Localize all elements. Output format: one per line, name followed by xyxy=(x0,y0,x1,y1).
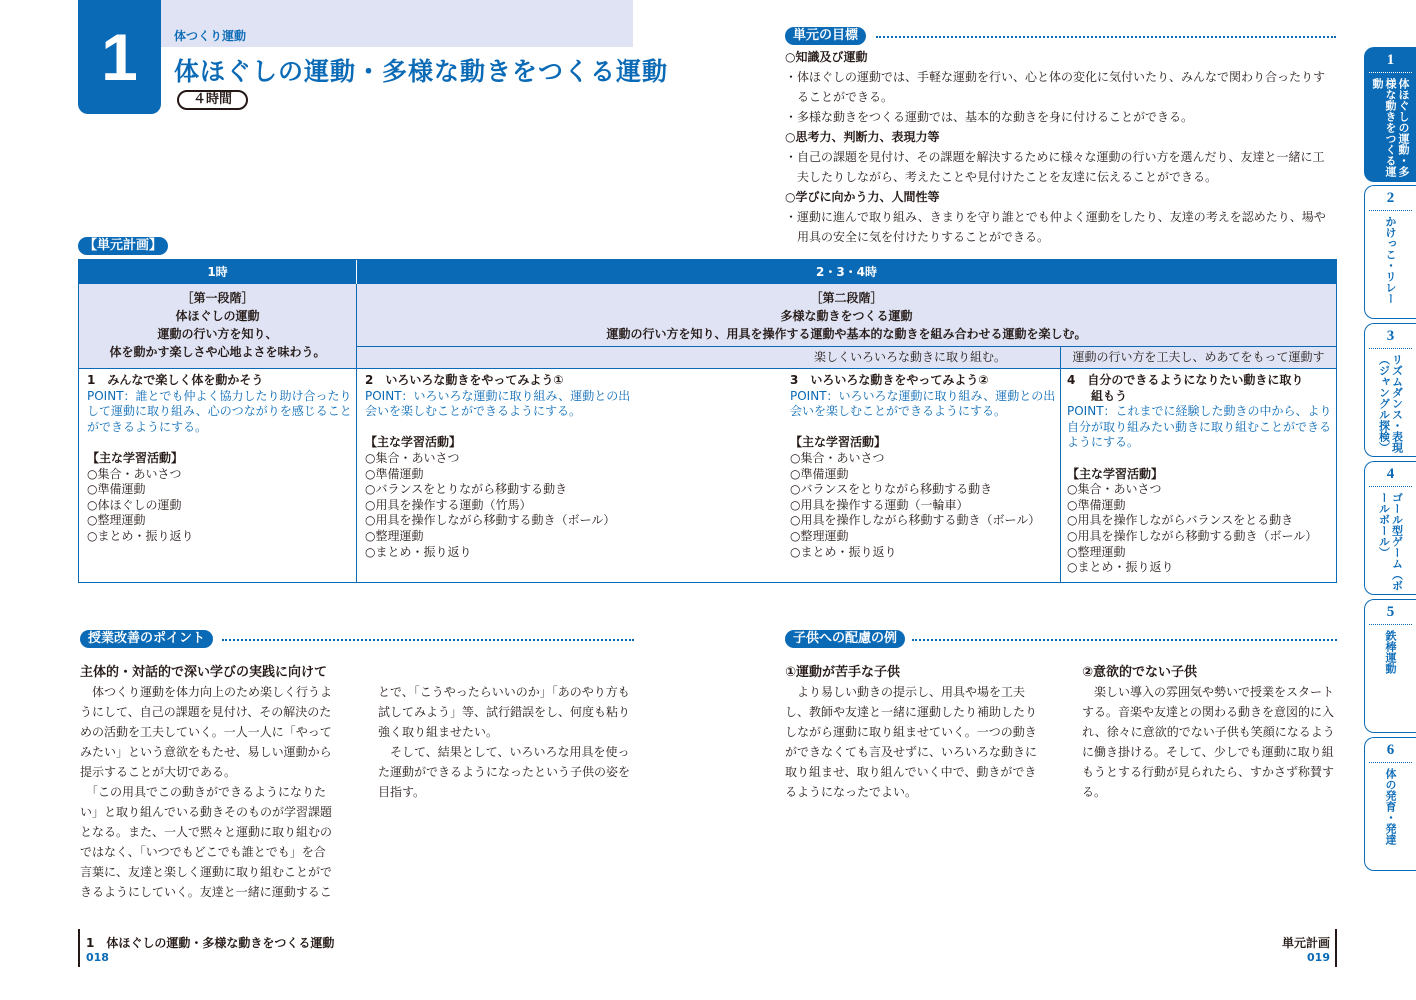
tab-number: 6 xyxy=(1386,742,1395,758)
stage1-line: 運動の行い方を知り、 xyxy=(157,327,278,341)
activity-item: ○まとめ・振り返り xyxy=(87,528,194,543)
tab-chapter-3[interactable] xyxy=(1364,323,1416,457)
lesson-cell-2 xyxy=(356,368,784,582)
text-line: た運動ができるようになったという子供の姿を xyxy=(378,765,631,779)
tab-chapter-2[interactable] xyxy=(1364,185,1416,319)
text-line: より易しい動きの提示し、用具や場を工夫 xyxy=(785,685,1026,699)
lesson-point: POINT：これまでに経験した動きの中から、より xyxy=(1067,404,1332,419)
activity-item: ○準備運動 xyxy=(87,482,146,497)
tab-number: 2 xyxy=(1386,190,1395,206)
text-line: する。音楽や友達との関わる動きを意図的に入 xyxy=(1082,705,1335,719)
stage2-line: 多様な動きをつくる運動 xyxy=(780,309,913,323)
goals-heading: 単元の目標 xyxy=(785,27,866,45)
tab-chapter-4[interactable] xyxy=(1364,461,1416,595)
footer-left-page: 018 xyxy=(86,951,109,964)
tab-label: ゴール型ゲーム（ボールボール） xyxy=(1377,492,1404,591)
tab-label: リズムダンス・表現（ジャングル探検） xyxy=(1377,354,1404,453)
text-line: し、教師や友達と一緒に運動したり補助したり xyxy=(785,705,1038,719)
lesson-point: 会いを楽しむことができるようにする。 xyxy=(365,404,582,419)
activity-item: ○用具を操作しながらバランスをとる動き xyxy=(1067,513,1294,528)
category-label: 体つくり運動 xyxy=(174,29,247,43)
activities-heading: 【主な学習活動】 xyxy=(87,450,184,465)
lesson-title: 2 いろいろな動きをやってみよう① xyxy=(365,373,564,387)
stage1-line: ［第一段階］ xyxy=(181,291,254,305)
footer-left-title: 1 体ほぐしの運動・多様な動きをつくる運動 xyxy=(86,936,335,950)
header-lessons-2-4: 2・3・4時 xyxy=(356,260,1336,284)
stage2-sub-a: 楽しくいろいろな動きに取り組む。 xyxy=(356,346,1060,368)
lesson-point: ようにする。 xyxy=(1067,435,1140,450)
lesson-title: 4 自分のできるようになりたい動きに取り xyxy=(1067,373,1304,387)
activity-item: ○バランスをとりながら移動する動き xyxy=(790,482,993,497)
activities-heading: 【主な学習活動】 xyxy=(1067,466,1164,481)
goals-line: 用具の安全に気を付けたりすることができる。 xyxy=(785,230,1050,244)
improvement-column-2 xyxy=(378,682,636,802)
improvement-subheading: 主体的・対話的で深い学びの実践に向けて xyxy=(80,665,328,680)
text-line: しながら運動に取り組ませていく。一つの動き xyxy=(785,725,1037,739)
text-line: もうとする行動が見られたら、すかさず称賛す xyxy=(1082,765,1335,779)
improvement-column-1 xyxy=(80,682,338,902)
lesson-title: 3 いろいろな動きをやってみよう② xyxy=(790,373,989,387)
page-title: 体ほぐしの運動・多様な動きをつくる運動 xyxy=(174,57,669,86)
consideration-heading: 子供への配慮の例 xyxy=(785,630,905,648)
improvement-heading: 授業改善のポイント xyxy=(80,630,213,648)
text-line: 体つくり運動を体力向上のため楽しく行うよ xyxy=(80,685,333,699)
goals-line: ・体ほぐしの運動では、手軽な運動を行い、心と体の変化に気付いたり、みんなで関わり合ったりす xyxy=(785,70,1326,84)
case2-text xyxy=(1082,682,1342,802)
text-line: そして、結果として、いろいろな用具を使っ xyxy=(378,745,630,759)
tab-number: 1 xyxy=(1386,52,1395,68)
hours-badge: ４時間 xyxy=(177,90,248,110)
activity-item: ○準備運動 xyxy=(1067,497,1126,512)
activity-item: ○整理運動 xyxy=(87,513,146,528)
text-line: とで、「こうやったらいいのか」「あのやり方も xyxy=(378,685,630,699)
goals-line: 夫したりしながら、考えたことや見付けたことを友達に伝えることができる。 xyxy=(785,170,1218,184)
activity-item: ○まとめ・振り返り xyxy=(1067,560,1174,575)
tab-number: 5 xyxy=(1386,604,1395,620)
tab-label: 鉄棒運動 xyxy=(1384,630,1397,674)
chapter-number: 1 xyxy=(78,0,161,114)
footer-right-page: 019 xyxy=(1307,951,1330,964)
activity-item: ○整理運動 xyxy=(1067,544,1126,559)
text-line: ができなくても言及せずに、いろいろな動きに xyxy=(785,745,1038,759)
text-line: 強く取り組ませたい。 xyxy=(378,725,499,739)
text-line: る。 xyxy=(1082,785,1107,799)
lesson-cell-4 xyxy=(1060,368,1336,582)
stage2-line: ［第二段階］ xyxy=(810,291,883,305)
goals-line: ○知識及び運動 xyxy=(785,50,868,64)
lesson-title: 組もう xyxy=(1067,388,1128,403)
lesson-point: して運動に取り組み、心のつながりを感じること xyxy=(87,404,352,419)
activity-item: ○準備運動 xyxy=(790,466,849,481)
activity-item: ○まとめ・振り返り xyxy=(790,544,897,559)
footer-left-rule xyxy=(78,929,80,967)
text-line: うにして、自己の課題を見付け、その解決のた xyxy=(80,705,332,719)
text-line: に働き掛ける。そして、少しでも運動に取り組 xyxy=(1082,745,1334,759)
stage1-cell xyxy=(79,284,356,368)
tab-label: 体の発育・発達 xyxy=(1384,768,1397,845)
activity-item: ○整理運動 xyxy=(365,528,424,543)
stage1-line: 体を動かす楽しさや心地よさを味わう。 xyxy=(109,345,326,359)
goals-line: ○学びに向かう力、人間性等 xyxy=(785,190,940,204)
activity-item: ○集合・あいさつ xyxy=(1067,482,1162,497)
activity-item: ○バランスをとりながら移動する動き xyxy=(365,482,568,497)
text-line: 「この用具でこの動きができるようになりた xyxy=(80,785,327,799)
text-line: みたい」という意欲をもたせ、易しい運動から xyxy=(80,745,332,759)
stage1-line: 体ほぐしの運動 xyxy=(175,309,260,323)
goals-line: ○思考力、判断力、表現力等 xyxy=(785,130,940,144)
activity-item: ○集合・あいさつ xyxy=(87,466,182,481)
case2-title: ②意欲的でない子供 xyxy=(1082,665,1198,680)
activities-heading: 【主な学習活動】 xyxy=(790,435,887,450)
text-line: 言葉に、友達と楽しく運動に取り組むことがで xyxy=(80,865,333,879)
text-line: 楽しい導入の雰囲気や勢いで授業をスタート xyxy=(1082,685,1335,699)
text-line: 提示することが大切である。 xyxy=(80,765,237,779)
text-line: 目指す。 xyxy=(378,785,426,799)
goals-line: ・多様な動きをつくる運動では、基本的な動きを身に付けることができる。 xyxy=(785,110,1194,124)
goals-line: ・運動に進んで取り組み、きまりを守り誰とでも仲よく運動をしたり、友達の考えを認めたり、場や xyxy=(785,210,1326,224)
activity-item: ○用具を操作する運動（一輪車） xyxy=(790,497,969,512)
activity-item: ○用具を操作する運動（竹馬） xyxy=(365,497,532,512)
activity-item: ○集合・あいさつ xyxy=(790,450,885,465)
tab-label: かけっこ・リレー xyxy=(1384,216,1397,304)
goals-line: ・自己の課題を見付け、その課題を解決するために様々な運動の行い方を選んだり、友達と一緒に工 xyxy=(785,150,1325,164)
stage2-cell xyxy=(356,284,1336,346)
footer-right-title: 単元計画 xyxy=(1281,936,1330,950)
tab-number: 4 xyxy=(1386,466,1395,482)
text-line: めの活動を工夫していく。一人一人に「やって xyxy=(80,725,332,739)
header-lesson-1: 1時 xyxy=(79,260,356,284)
activity-item: ○用具を操作しながら移動する動き（ボール） xyxy=(365,513,616,528)
text-line: 試してみよう」等、試行錯誤をし、何度も粘り xyxy=(378,705,631,719)
consideration-divider xyxy=(912,639,1337,641)
text-line: 取り組ませ、取り組んでいく中で、動きができ xyxy=(785,765,1037,779)
text-line: るようになったでよい。 xyxy=(785,785,918,799)
case1-title: ①運動が苦手な子供 xyxy=(785,665,901,680)
text-line: ではなく、「いつでもどこでも誰とでも」を合 xyxy=(80,845,326,859)
activities-heading: 【主な学習活動】 xyxy=(365,435,462,450)
activity-item: ○準備運動 xyxy=(365,466,424,481)
lesson-title: 1 みんなで楽しく体を動かそう xyxy=(87,373,264,387)
text-line: きるようにしていく。友達と一緒に運動するこ xyxy=(80,885,332,899)
goals-list xyxy=(785,47,1340,247)
lesson-cell-3 xyxy=(784,368,1060,582)
text-line: れ、徐々に意欲的でない子供も笑顔になるよう xyxy=(1082,725,1335,739)
activity-item: ○集合・あいさつ xyxy=(365,450,460,465)
unit-plan-table xyxy=(78,259,1337,583)
lesson-point: POINT：誰とでも仲よく協力したり助け合ったり xyxy=(87,388,352,403)
improvement-divider xyxy=(222,639,634,641)
tab-chapter-6[interactable] xyxy=(1364,737,1416,871)
activity-item: ○用具を操作しながら移動する動き（ボール） xyxy=(1067,528,1318,543)
lesson-point: POINT：いろいろな運動に取り組み、運動との出 xyxy=(790,388,1056,403)
tab-label: 体ほぐしの運動・多様な動きをつくる運動 xyxy=(1371,78,1410,177)
lesson-point: 会いを楽しむことができるようにする。 xyxy=(790,404,1007,419)
activity-item: ○用具を操作しながら移動する動き（ボール） xyxy=(790,513,1041,528)
lesson-point: POINT：いろいろな運動に取り組み、運動との出 xyxy=(365,388,631,403)
tab-number: 3 xyxy=(1386,328,1395,344)
lesson-point: 自分が取り組みたい動きに取り組むことができる xyxy=(1067,419,1332,434)
tab-chapter-5[interactable] xyxy=(1364,599,1416,733)
goals-divider xyxy=(876,36,1336,38)
stage2-sub-b: 運動の行い方を工夫し、めあてをもって運動す xyxy=(1060,346,1336,368)
activity-item: ○整理運動 xyxy=(790,528,849,543)
lesson-point: ができるようにする。 xyxy=(87,419,208,434)
lesson-cell-1 xyxy=(79,368,356,582)
goals-line: ることができる。 xyxy=(785,90,894,104)
activity-item: ○まとめ・振り返り xyxy=(365,544,472,559)
plan-heading: 【単元計画】 xyxy=(78,237,168,255)
footer-right-rule xyxy=(1335,929,1337,967)
activity-item: ○体ほぐしの運動 xyxy=(87,497,182,512)
case1-text xyxy=(785,682,1045,802)
tab-chapter-1[interactable] xyxy=(1364,47,1416,182)
text-line: い」と取り組んでいる動きそのものが学習課題 xyxy=(80,805,333,819)
stage2-line: 運動の行い方を知り、用具を操作する運動や基本的な動きを組み合わせる運動を楽しむ。 xyxy=(606,327,1087,341)
text-line: となる。また、一人で黙々と運動に取り組むの xyxy=(80,825,333,839)
